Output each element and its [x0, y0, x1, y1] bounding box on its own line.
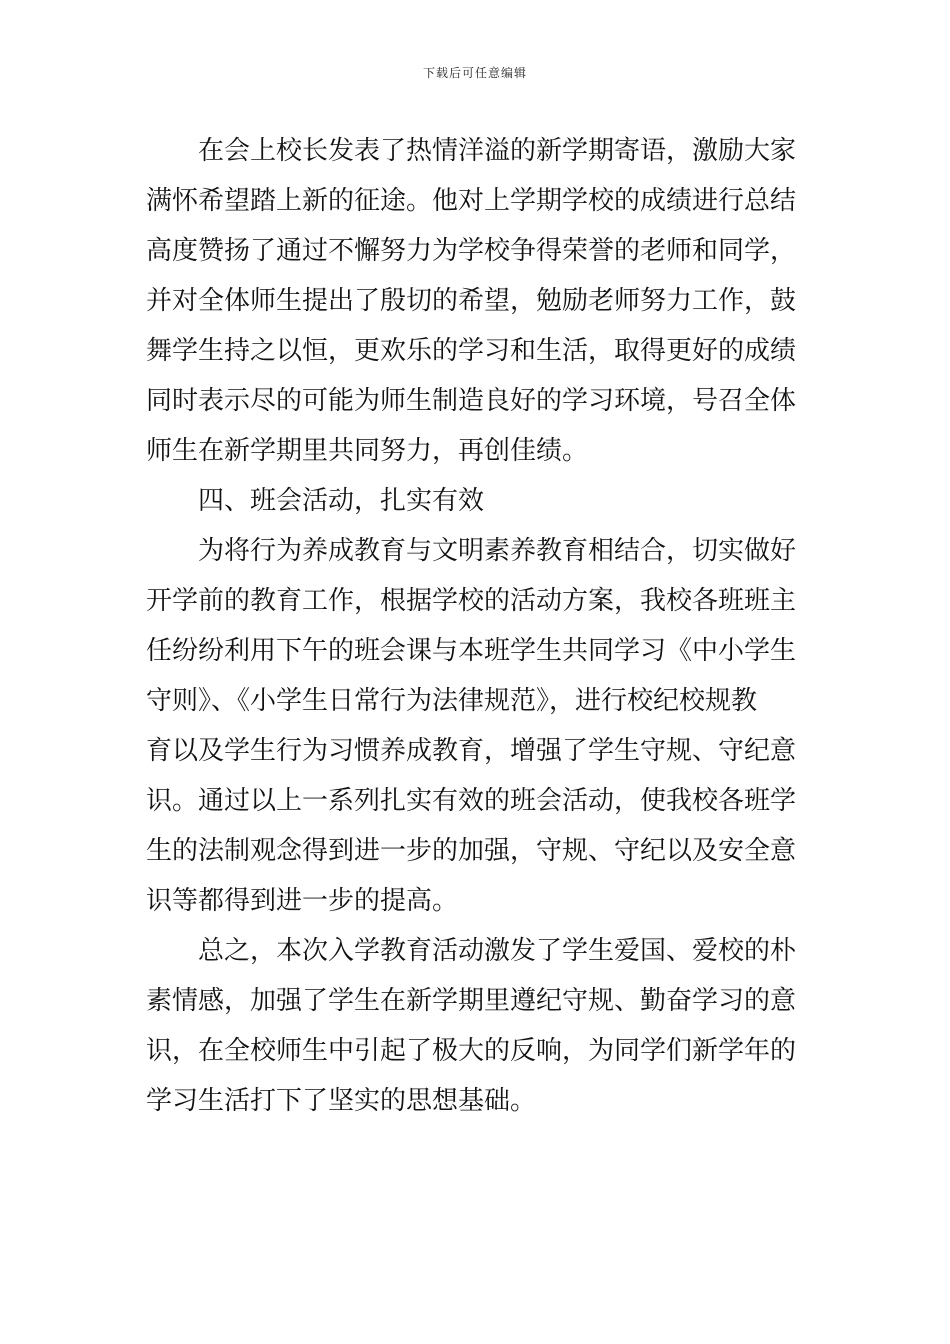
text-line: 为将行为养成教育与文明素养教育相结合，切实做好	[198, 536, 797, 566]
section-heading: 四、班会活动，扎实有效	[198, 486, 485, 516]
text-line: 素情感，加强了学生在新学期里遵纪守规、勤奋学习的意	[146, 986, 797, 1016]
text-line: 识。通过以上一系列扎实有效的班会活动，使我校各班学	[146, 786, 797, 816]
page-header: 下载后可任意编辑	[422, 66, 527, 80]
text-line: 任纷纷利用下午的班会课与本班学生共同学习《中小学生	[146, 636, 797, 666]
text-line: 生的法制观念得到进一步的加强，守规、守纪以及安全意	[146, 836, 797, 866]
text-line: 并对全体师生提出了殷切的希望，勉励老师努力工作，鼓	[146, 286, 797, 316]
text-line: 开学前的教育工作，根据学校的活动方案，我校各班班主	[146, 586, 797, 616]
text-line: 学习生活打下了坚实的思想基础。	[146, 1086, 537, 1116]
document-body	[146, 126, 808, 1126]
text-line: 高度赞扬了通过不懈努力为学校争得荣誉的老师和同学，	[146, 236, 797, 266]
text-line: 识，在全校师生中引起了极大的反响，为同学们新学年的	[146, 1036, 797, 1066]
text-line: 识等都得到进一步的提高。	[146, 886, 459, 916]
text-line: 满怀希望踏上新的征途。他对上学期学校的成绩进行总结	[146, 186, 797, 216]
text-line: 总之，本次入学教育活动激发了学生爱国、爱校的朴	[198, 936, 797, 966]
text-line: 守则》、《小学生日常行为法律规范》，进行校纪校规教	[146, 686, 758, 716]
text-line: 在会上校长发表了热情洋溢的新学期寄语，激励大家	[198, 136, 797, 166]
text-line: 师生在新学期里共同努力，再创佳绩。	[146, 436, 589, 466]
text-line: 育以及学生行为习惯养成教育，增强了学生守规、守纪意	[146, 736, 797, 766]
text-line: 舞学生持之以恒，更欢乐的学习和生活，取得更好的成绩	[146, 336, 797, 366]
text-line: 同时表示尽的可能为师生制造良好的学习环境，号召全体	[146, 386, 797, 416]
